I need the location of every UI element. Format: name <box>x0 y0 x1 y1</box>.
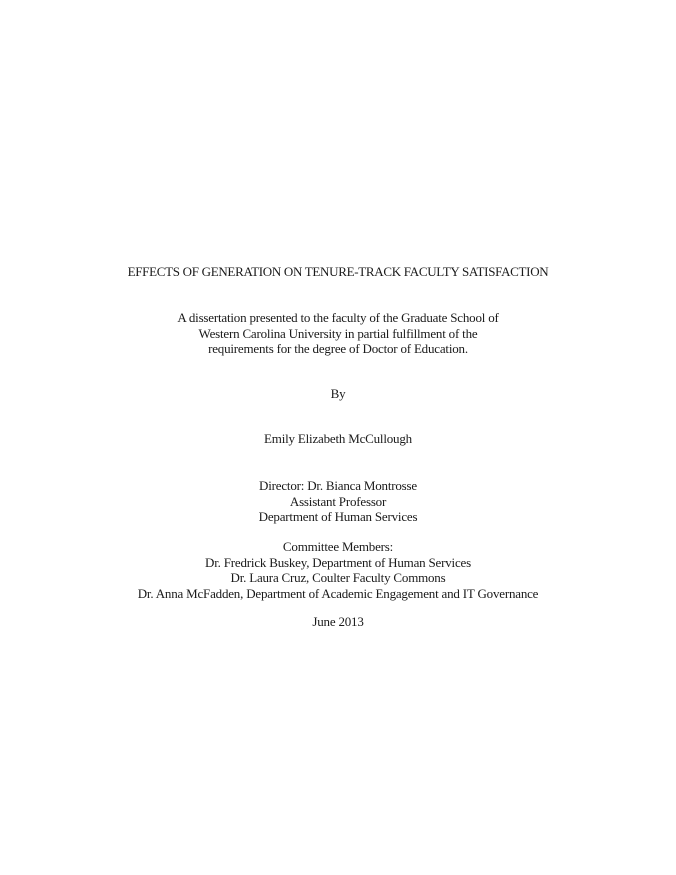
committee-line: Dr. Laura Cruz, Coulter Faculty Commons <box>230 570 446 585</box>
director-line: Assistant Professor <box>289 493 387 509</box>
submission-date <box>0 614 676 630</box>
description-line: requirements for the degree of Doctor of Education. <box>208 341 468 356</box>
committee-line: Dr. Fredrick Buskey, Department of Human Services <box>205 554 471 570</box>
director-line: Department of Human Services <box>258 509 418 524</box>
dissertation-title <box>0 264 676 280</box>
date-text: June 2013 <box>312 614 364 629</box>
by-label <box>0 386 676 402</box>
dissertation-description <box>0 310 676 357</box>
committee-line: Dr. Anna McFadden, Department of Academic Engagement and IT Governance <box>137 585 539 601</box>
director-line: Director: Dr. Bianca Montrosse <box>259 478 417 493</box>
description-line: Western Carolina University in partial fulfillment of the <box>198 325 478 341</box>
author-text: Emily Elizabeth McCullough <box>264 431 412 446</box>
director-info <box>0 478 676 525</box>
committee-line: Committee Members: <box>282 539 394 554</box>
committee-members <box>0 539 676 601</box>
author-name <box>0 431 676 447</box>
by-text: By <box>330 386 346 401</box>
dissertation-title-text: EFFECTS OF GENERATION ON TENURE-TRACK FACULTY SATISFACTION <box>127 264 549 279</box>
description-line: A dissertation presented to the faculty of the Graduate School of <box>177 310 499 325</box>
